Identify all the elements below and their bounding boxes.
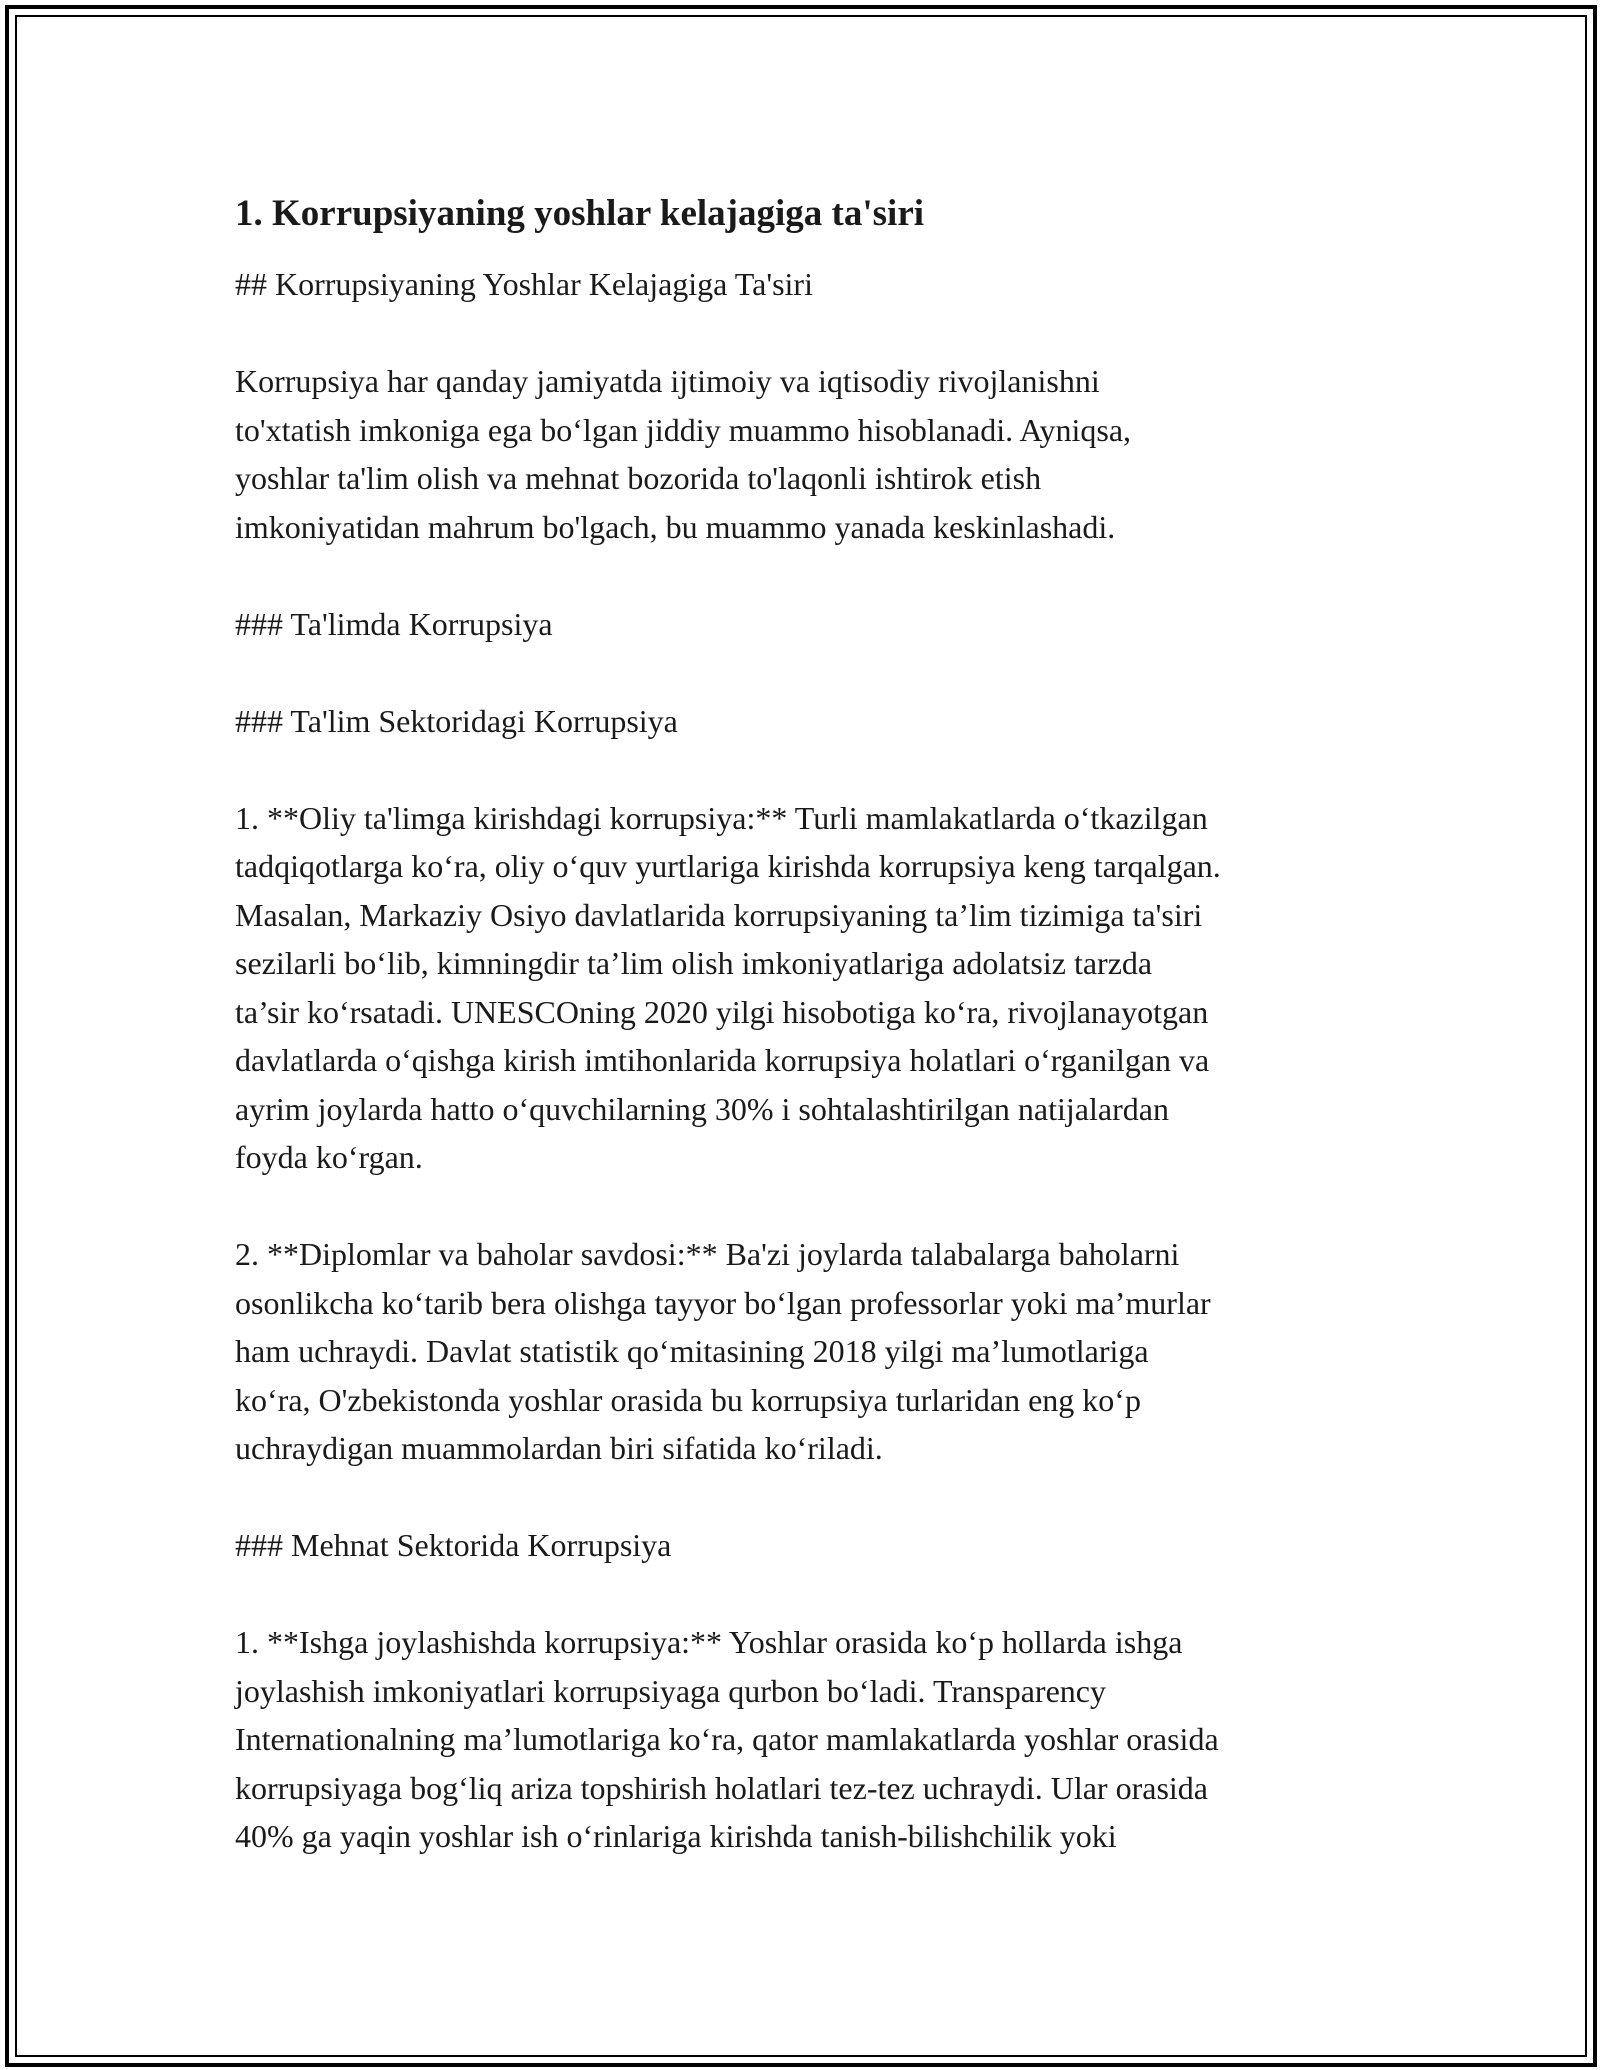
intro-paragraph [235,357,1375,551]
paragraph-line: tadqiqotlarga ko‘ra, oliy o‘quv yurtlariga kirishda korrupsiya keng tarqalgan. [235,848,1221,884]
intro-line: to'xtatish imkoniga ega bo‘lgan jiddiy muammo hisoblanadi. Ayniqsa, [235,411,1132,448]
subsection-heading-education: ### Ta'limda Korrupsiya [235,605,553,642]
paragraph-line: 1. **Ishga joylashishda korrupsiya:** Yoshlar orasida ko‘p hollarda ishga [235,1624,1183,1660]
paragraph-line: 40% ga yaqin yoshlar ish o‘rinlariga kirishda tanish-bilishchilik yoki [235,1818,1117,1854]
intro-line: Korrupsiya har qanday jamiyatda ijtimoiy va iqtisodiy rivojlanishni [235,363,1100,399]
list-item-employment [235,1618,1375,1861]
document-title: 1. Korrupsiyaning yoshlar kelajagiga ta'siri [235,193,925,234]
paragraph-line: ko‘ra, O'zbekistonda yoshlar orasida bu korrupsiya turlaridan eng ko‘p [235,1381,1141,1418]
paragraph-line: korrupsiyaga bog‘liq ariza topshirish holatlari tez-tez uchraydi. Ular orasida [235,1769,1208,1806]
intro-line: yoshlar ta'lim olish va mehnat bozorida to'laqonli ishtirok etish [235,460,1042,496]
paragraph-line: osonlikcha ko‘tarib bera olishga tayyor bo‘lgan professorlar yoki ma’murlar [235,1284,1211,1321]
paragraph-line: foyda ko‘rgan. [235,1139,423,1175]
paragraph-line: uchraydigan muammolardan biri sifatida ko‘riladi. [235,1430,883,1466]
paragraph-line: sezilarli bo‘lib, kimningdir ta’lim olish imkoniyatlariga adolatsiz tarzda [235,945,1153,981]
subsection-heading-labor: ### Mehnat Sektorida Korrupsiya [235,1527,672,1563]
paragraph-line: ta’sir ko‘rsatadi. UNESCOning 2020 yilgi hisobotiga ko‘ra, rivojlanayotgan [235,993,1209,1030]
paragraph-line: ayrim joylarda hatto o‘quvchilarning 30% i sohtalashtirilgan natijalardan [235,1090,1169,1127]
paragraph-line: Masalan, Markaziy Osiyo davlatlarida korrupsiyaning ta’lim tizimiga ta'siri [235,896,1203,933]
document-page [235,185,1375,1909]
paragraph-line: ham uchraydi. Davlat statistik qo‘mitasining 2018 yilgi ma’lumotlariga [235,1333,1149,1369]
paragraph-line: davlatlarda o‘qishga kirish imtihonlarida korrupsiya holatlari o‘rganilgan va [235,1042,1210,1078]
subsection-heading-education-sector: ### Ta'lim Sektoridagi Korrupsiya [235,702,678,739]
paragraph-line: Internationalning ma’lumotlariga ko‘ra, qator mamlakatlarda yoshlar orasida [235,1721,1219,1757]
list-item-higher-education [235,794,1375,1182]
paragraph-line: joylashish imkoniyatlari korrupsiyaga qurbon bo‘ladi. Transparency [235,1672,1106,1709]
intro-line: imkoniyatidan mahrum bo'lgach, bu muammo yanada keskinlashadi. [235,508,1116,545]
paragraph-line: 1. **Oliy ta'limga kirishdagi korrupsiya:** Turli mamlakatlarda o‘tkazilgan [235,799,1208,836]
section-heading-h2: ## Korrupsiyaning Yoshlar Kelajagiga Ta'siri [235,266,813,302]
list-item-diplomas-grades [235,1230,1375,1473]
paragraph-line: 2. **Diplomlar va baholar savdosi:** Ba'zi joylarda talabalarga baholarni [235,1236,1180,1272]
